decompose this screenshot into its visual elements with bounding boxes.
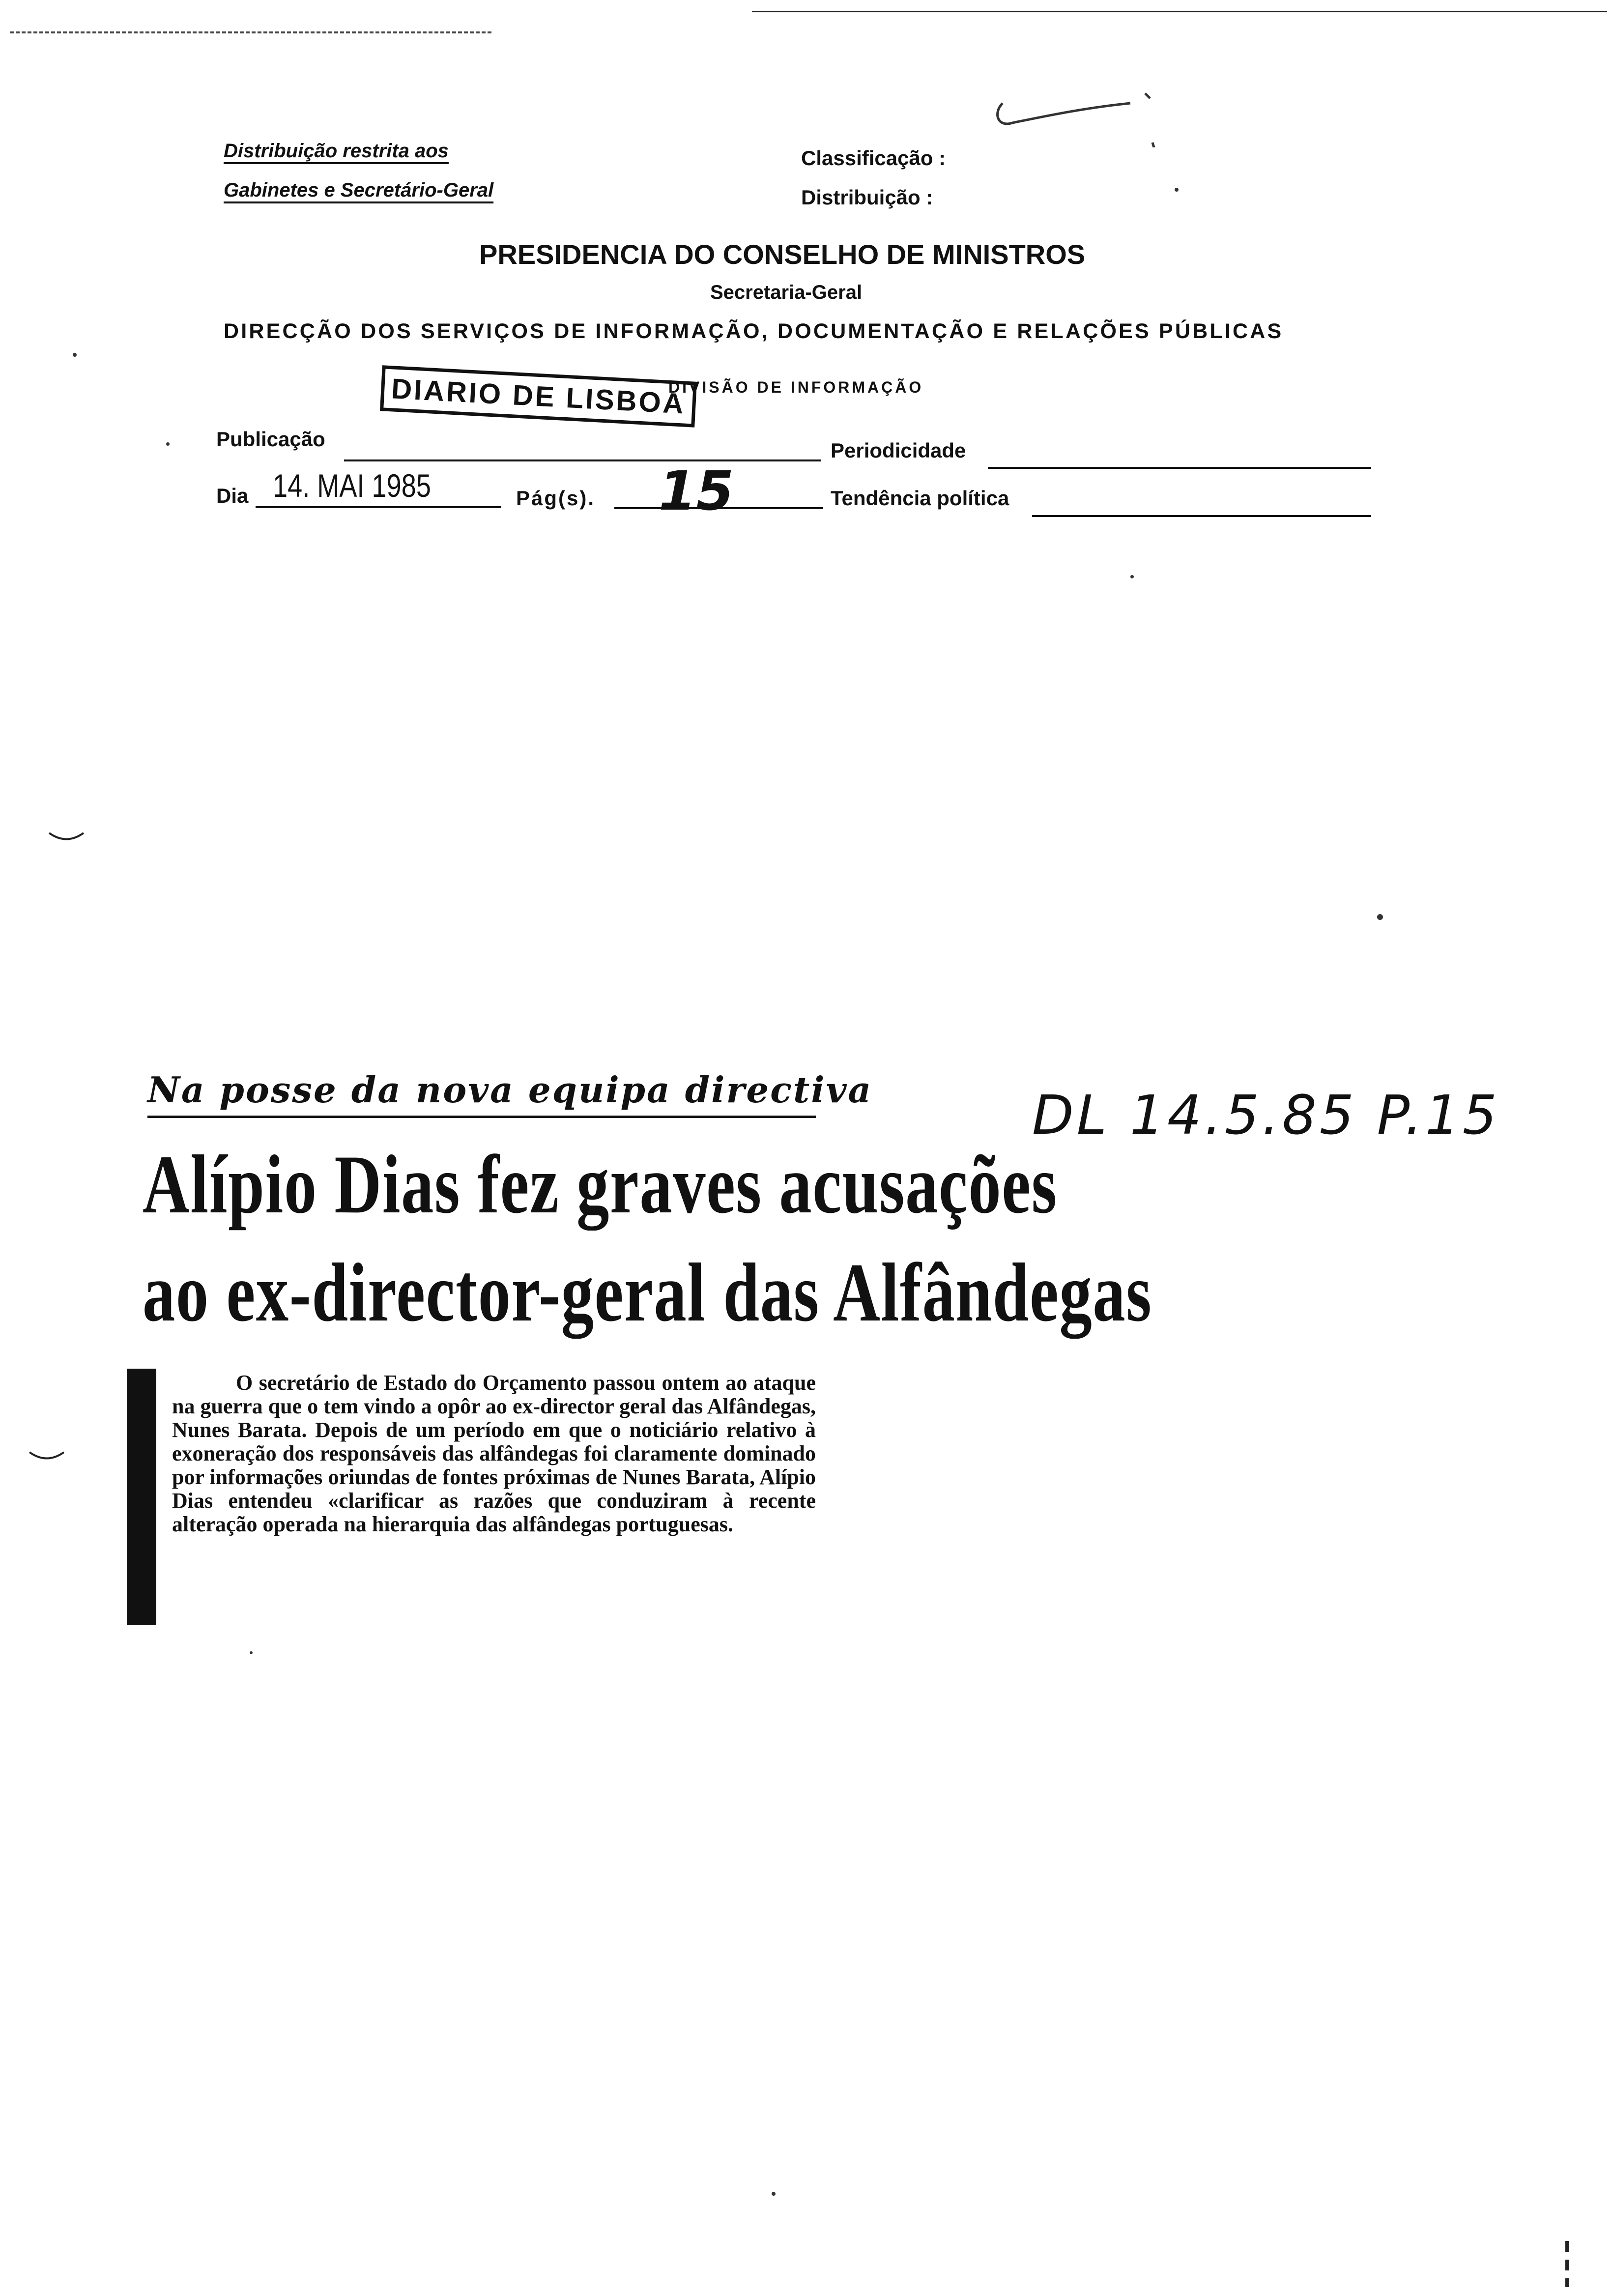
agency-subtitle: Secretaria-Geral bbox=[710, 282, 863, 303]
directorate-line: DIRECÇÃO DOS SERVIÇOS DE INFORMAÇÃO, DOCUMENTAÇÃO E RELAÇÕES PÚBLICAS bbox=[224, 319, 1284, 343]
agency-title: PRESIDENCIA DO CONSELHO DE MINISTROS bbox=[479, 239, 1086, 270]
article-body: O secretário de Estado do Orçamento passou ontem ao ataque na guerra que o tem vindo a opôr ao ex-director geral das Alfândegas, Nunes Barata. Depois de um período em que o noticiário relativo à exoneração dos responsáveis das alfândegas foi claramente dominado por informações oriundas de fontes próximas de Nunes Barata, Alípio Dias entendeu «clarificar as razões que conduziram à recente alteração operada na hierarquia das alfândegas portuguesas. bbox=[172, 1371, 816, 1536]
scan-speck bbox=[166, 442, 170, 446]
scan-edge-line bbox=[752, 11, 1607, 12]
article-margin-bar bbox=[127, 1369, 156, 1625]
scan-speck bbox=[772, 2192, 776, 2196]
division-label: DIVISÃO DE INFORMAÇÃO bbox=[668, 378, 924, 396]
pags-handwritten: 15 bbox=[659, 459, 734, 522]
dia-date-stamp: 14. MAI 1985 bbox=[273, 467, 431, 504]
scan-edge-dash bbox=[10, 31, 491, 33]
restricted-line-2: Gabinetes e Secretário-Geral bbox=[224, 179, 494, 201]
margin-mark bbox=[27, 1450, 66, 1464]
article-kicker: Na posse da nova equipa directiva bbox=[147, 1069, 873, 1111]
kicker-underline bbox=[147, 1116, 816, 1118]
scan-speck bbox=[1377, 914, 1383, 920]
publicacao-field-line bbox=[344, 459, 821, 461]
classificacao-label: Classificação : bbox=[801, 146, 946, 170]
scan-speck bbox=[1130, 575, 1134, 578]
dia-label: Dia bbox=[216, 484, 249, 507]
scan-speck bbox=[1175, 188, 1179, 192]
article-headline-line-1: Alípio Dias fez graves acusações bbox=[143, 1138, 1058, 1231]
scan-edge-marks bbox=[1565, 2241, 1569, 2290]
handwritten-reference: DL 14.5.85 P.15 bbox=[1032, 1084, 1500, 1147]
scan-speck bbox=[250, 1651, 253, 1654]
scribble-mark bbox=[983, 74, 1189, 147]
tendencia-label: Tendência política bbox=[831, 487, 1009, 510]
periodicidade-label: Periodicidade bbox=[831, 439, 966, 462]
pags-field-line bbox=[614, 507, 823, 509]
periodicidade-field-line bbox=[988, 467, 1371, 469]
tendencia-field-line bbox=[1032, 515, 1371, 517]
publication-stamp: DIARIO DE LISBOA bbox=[380, 365, 697, 427]
restricted-line-1: Distribuição restrita aos bbox=[224, 140, 449, 162]
distribuicao-label: Distribuição : bbox=[801, 186, 933, 209]
article-headline-line-2: ao ex-director-geral das Alfândegas bbox=[143, 1246, 1152, 1339]
pags-label: Pág(s). bbox=[516, 487, 596, 510]
dia-field-line bbox=[256, 506, 501, 508]
margin-mark bbox=[47, 831, 86, 845]
publicacao-label: Publicação bbox=[216, 428, 325, 451]
scan-speck bbox=[73, 353, 77, 357]
